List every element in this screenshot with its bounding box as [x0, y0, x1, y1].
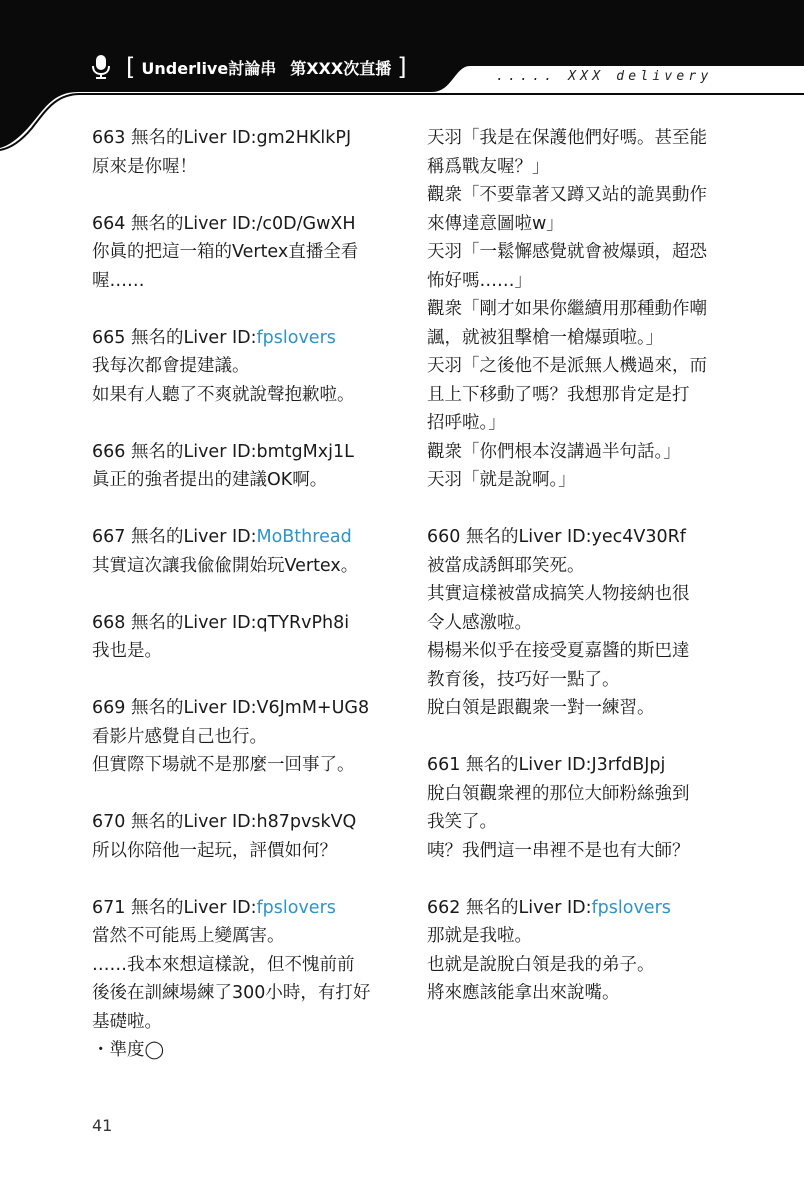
poster-id: J3rfdBJpj [591, 755, 666, 775]
delivery-subtitle: ..... XXX delivery [496, 69, 713, 84]
post-line: ……我本來想這樣說，但不愧前前 [92, 954, 355, 975]
post-header-prefix: 671 無名的Liver ID: [92, 897, 257, 918]
post [427, 124, 723, 495]
post-line: 天羽「就是說啊。」 [427, 470, 576, 490]
post-header-prefix: 662 無名的Liver ID: [427, 897, 592, 918]
bracket-close: ] [397, 53, 407, 81]
post-header-prefix: 664 無名的Liver ID: [92, 213, 257, 234]
thread-name: Underlive討論串 [141, 58, 277, 78]
post [427, 894, 723, 1008]
post-line: 眞正的強者提出的建議OK啊。 [92, 470, 328, 490]
post [92, 609, 388, 666]
post-line: 我每次都會提建議。 [92, 356, 250, 376]
post-line: 令人感激啦。 [427, 612, 532, 633]
poster-id: bmtgMxj1L [256, 441, 354, 462]
post-header-prefix: 666 無名的Liver ID: [92, 441, 257, 462]
post-line: 咦？我們這一串裡不是也有大師？ [427, 840, 690, 861]
post-line: 如果有人聽了不爽就說聲抱歉啦。 [92, 384, 355, 405]
poster-id: h87pvskVQ [256, 812, 357, 832]
post-header-prefix: 665 無名的Liver ID: [92, 327, 257, 348]
poster-id: V6JmM+UG8 [256, 698, 370, 718]
page-number: 41 [92, 1116, 113, 1135]
post-header [92, 894, 388, 923]
post [92, 894, 388, 1065]
post-header [427, 894, 723, 923]
post [427, 751, 723, 865]
post-line: 天羽「之後他不是派無人機過來，而 [427, 356, 707, 376]
post-line: 那就是我啦。 [427, 926, 532, 946]
post-line: 我笑了。 [427, 812, 497, 832]
poster-id: gm2HKlkPJ [256, 128, 352, 148]
poster-id: fpslovers [256, 327, 336, 348]
post-line: 稱爲戰友喔？」 [427, 156, 550, 177]
left-column [92, 124, 388, 1093]
post [92, 694, 388, 780]
post-line: 且上下移動了嗎？我想那肯定是打 [427, 384, 690, 405]
poster-id: MoBthread [256, 527, 352, 547]
post-line: 後後在訓練場練了300小時，有打好 [92, 983, 371, 1003]
bracket-open: [ [126, 53, 136, 81]
microphone-icon [90, 54, 112, 80]
post-line: 諷，就被狙擊槍一槍爆頭啦。」 [427, 327, 664, 348]
post [92, 808, 388, 865]
post-line: 脫白領是跟觀衆一對一練習。 [427, 698, 655, 718]
post-line: 但實際下場就不是那麼一回事了。 [92, 755, 355, 775]
post-line: 基礎啦。 [92, 1011, 162, 1032]
post-header-prefix: 661 無名的Liver ID: [427, 755, 592, 775]
post-header-prefix: 668 無名的Liver ID: [92, 612, 257, 633]
post-line: 怖好嗎……」 [427, 270, 532, 291]
post [92, 324, 388, 410]
post-header [92, 324, 388, 353]
post-line: 招呼啦。」 [427, 413, 506, 433]
episode-label: 第XXX次直播 [290, 58, 392, 78]
post [92, 438, 388, 495]
post-line: 觀衆「你們根本沒講過半句話。」 [427, 441, 681, 462]
post-line: 看影片感覺自己也行。 [92, 726, 267, 747]
post-header [92, 808, 388, 837]
poster-id: qTYRvPh8i [256, 612, 350, 633]
post-header [92, 124, 388, 153]
poster-id: /c0D/GwXH [256, 213, 356, 234]
post-header [92, 609, 388, 638]
post-line: 原來是你喔！ [92, 156, 197, 177]
post-header [92, 694, 388, 723]
post-line: 觀衆「剛才如果你繼續用那種動作嘲 [427, 299, 707, 319]
post-header [427, 523, 723, 552]
post-line: 脫白領觀衆裡的那位大師粉絲強到 [427, 783, 690, 804]
post-line: 觀衆「不要靠著又蹲又站的詭異動作 [427, 185, 707, 205]
post-header [92, 210, 388, 239]
post-header-prefix: 670 無名的Liver ID: [92, 812, 257, 832]
post-line: ・準度◯ [92, 1040, 165, 1060]
post-line: 其實這次讓我偸偸開始玩Vertex。 [92, 555, 359, 576]
post-line: 楊楊米似乎在接受夏嘉醬的斯巴達 [427, 641, 690, 661]
post-line: 天羽「一鬆懈感覺就會被爆頭，超恐 [427, 242, 707, 262]
post-header-prefix: 667 無名的Liver ID: [92, 527, 257, 547]
post-line: 我也是。 [92, 641, 162, 661]
post-line: 來傳達意圖啦w」 [427, 213, 564, 234]
post-line: 你眞的把這一箱的Vertex直播全看 [92, 242, 359, 262]
post [427, 523, 723, 723]
post-header-prefix: 660 無名的Liver ID: [427, 527, 592, 547]
poster-id: yec4V30Rf [591, 527, 686, 547]
post-line: 教育後，技巧好一點了。 [427, 669, 620, 690]
post-line: 天羽「我是在保護他們好嗎。甚至能 [427, 128, 707, 148]
post [92, 523, 388, 580]
post-header [92, 438, 388, 467]
post-line: 所以你陪他一起玩，評價如何？ [92, 840, 337, 861]
post-line: 喔…… [92, 270, 145, 291]
post-line: 被當成誘餌耶笑死。 [427, 555, 585, 576]
header-title [90, 52, 413, 82]
post-line: 當然不可能馬上變厲害。 [92, 926, 285, 946]
post [92, 210, 388, 296]
post-line: 也就是說脫白領是我的弟子。 [427, 954, 655, 975]
post-line: 將來應該能拿出來說嘴。 [427, 983, 620, 1003]
poster-id: fpslovers [256, 897, 336, 918]
post-header-prefix: 669 無名的Liver ID: [92, 698, 257, 718]
post-header-prefix: 663 無名的Liver ID: [92, 128, 257, 148]
post-header [92, 523, 388, 552]
post-line: 其實這樣被當成搞笑人物接納也很 [427, 584, 690, 604]
right-column [427, 124, 723, 1036]
post-header [427, 751, 723, 780]
post [92, 124, 388, 181]
poster-id: fpslovers [591, 897, 671, 918]
